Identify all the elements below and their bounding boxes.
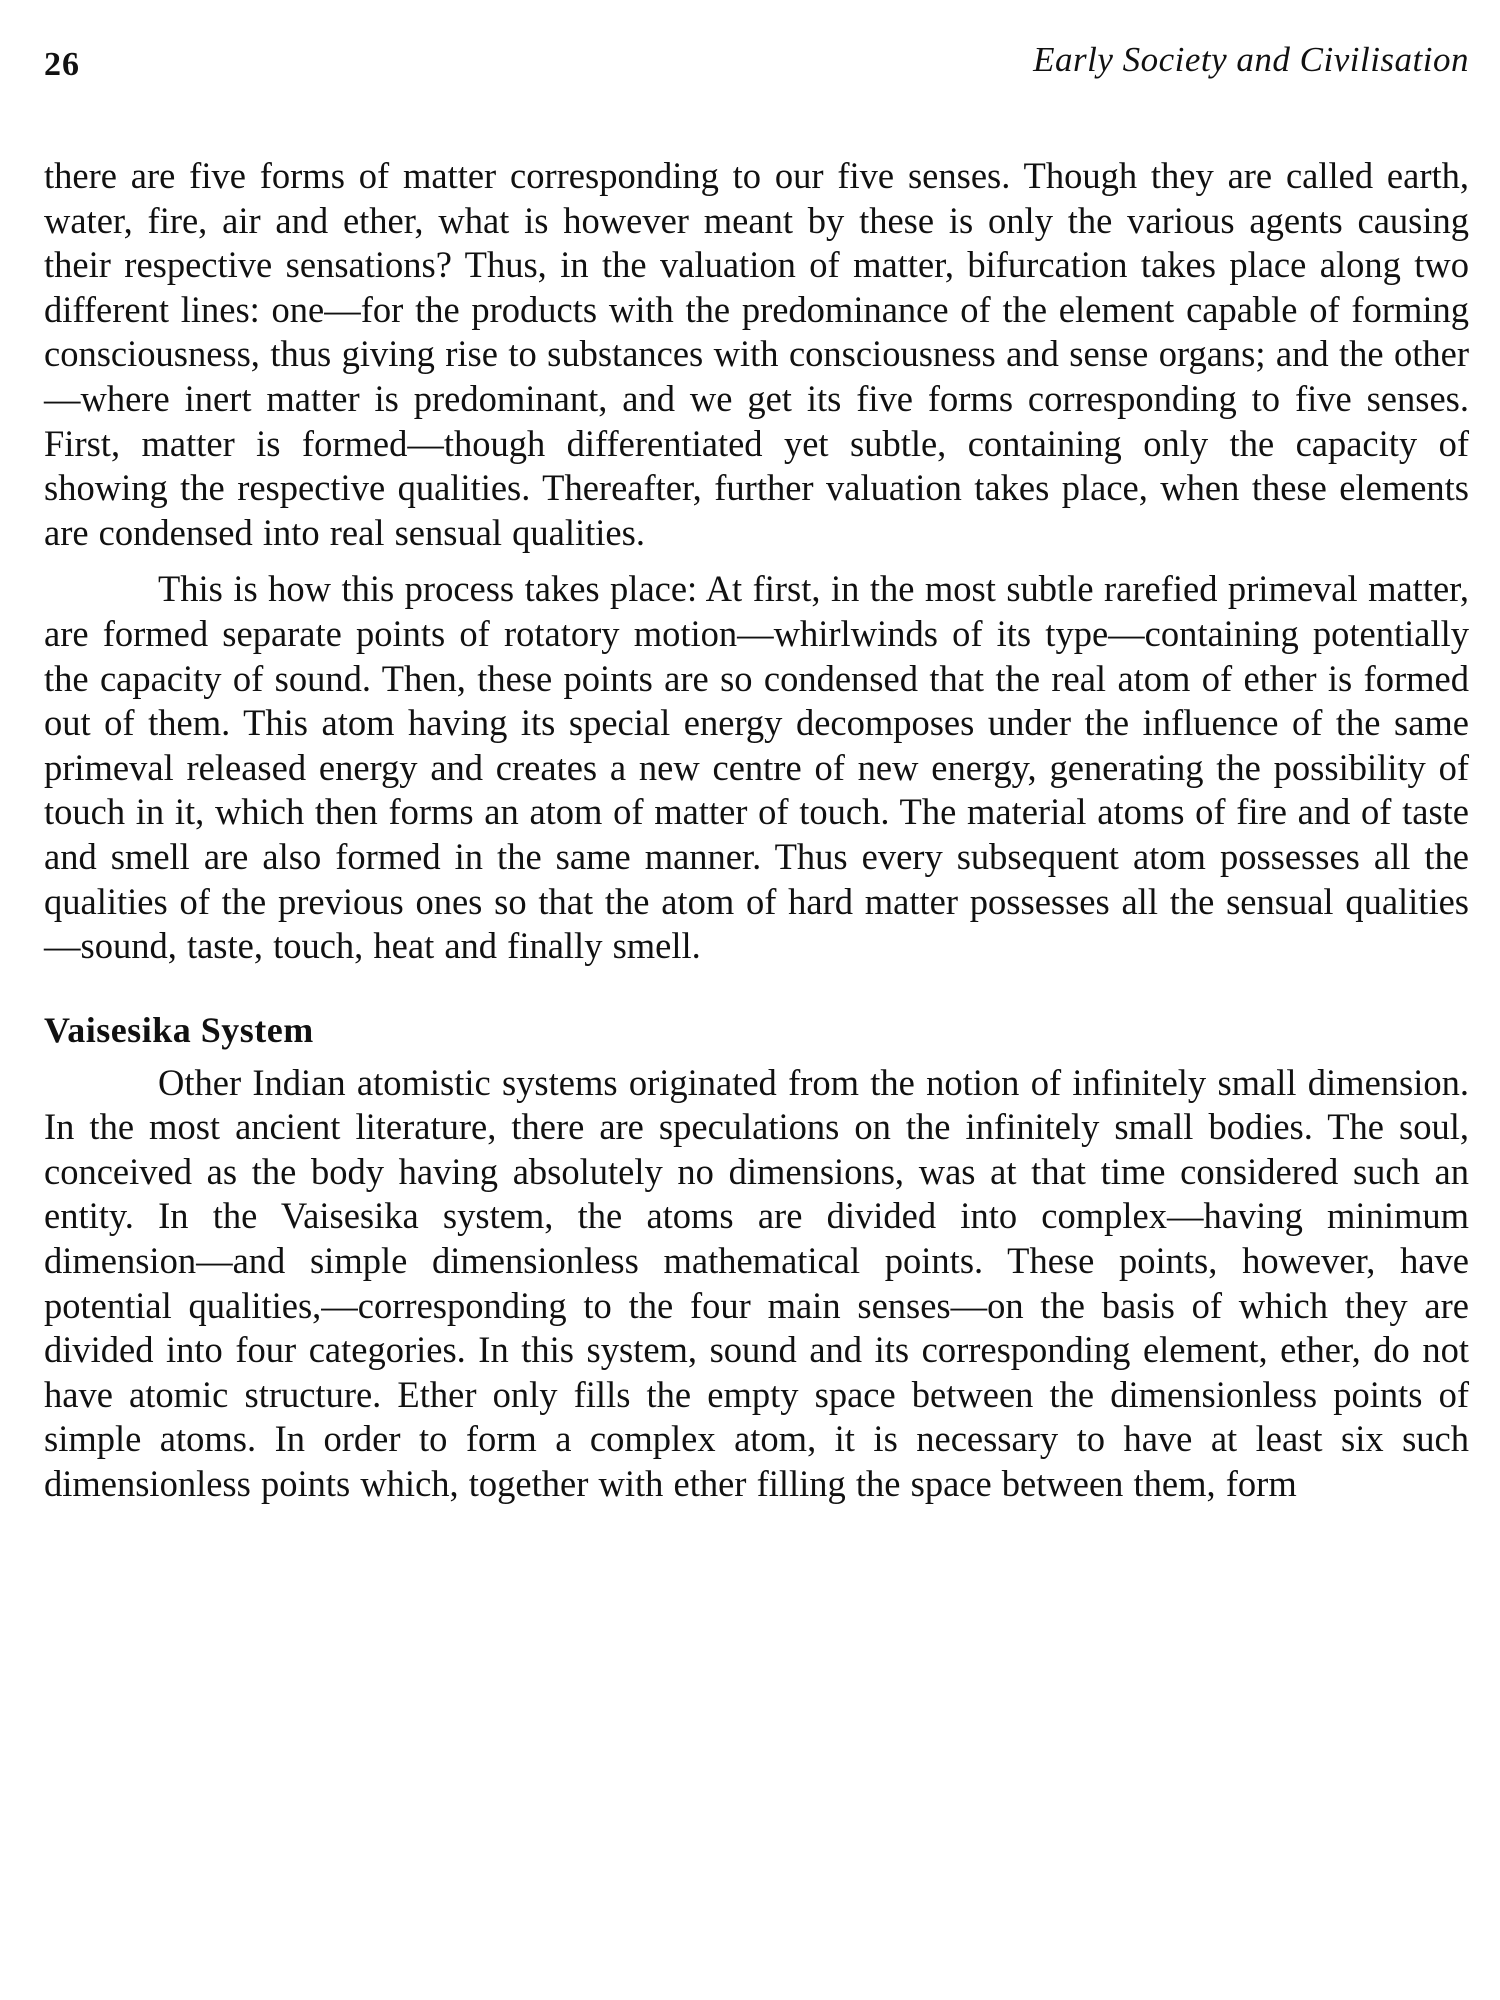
- book-title: Early Society and Civilisation: [1033, 40, 1469, 79]
- section-heading: Vaisesika System: [44, 1009, 314, 1050]
- running-header: [44, 36, 1469, 96]
- paragraph-2: This is how this process takes place: At first, in the most subtle rarefied primeval matter, are formed separate points of rotatory motion—whirlwinds of its type—containing potentially the capacity of sound. Then, these points are so condensed that the real atom of ether is formed out of them. This atom having its special energy decomposes under the influence of the same primeval released energy and creates a new centre of new energy, generating the possibility of touch in it, which then forms an atom of matter of touch. The material atoms of fire and of taste and smell are also formed in the same manner. Thus every subsequent atom possesses all the qualities of the previous ones so that the atom of hard matter possesses all the sensual qualities—sound, taste, touch, heat and finally smell.: [44, 568, 1469, 967]
- paragraph-1: there are five forms of matter corresponding to our five senses. Though they are called earth, water, fire, air and ether, what is however meant by these is only the various agents causing their respective sensations? Thus, in the valuation of matter, bifurcation takes place along two different lines: one—for the products with the predominance of the element capable of forming consciousness, thus giving rise to substances with consciousness and sense organs; and the other—where inert matter is predominant, and we get its five forms corresponding to five senses. First, matter is formed—though differentiated yet subtle, containing only the capacity of showing the respective qualities. Thereafter, further valuation takes place, when these elements are condensed into real sensual qualities.: [44, 155, 1469, 553]
- book-page: [44, 36, 1469, 1976]
- paragraph-3: Other Indian atomistic systems originated from the notion of infinitely small dimension. In the most ancient literature, there are speculations on the infinitely small bodies. The soul, conceived as the body having absolutely no dimensions, was at that time considered such an entity. In the Vaisesika system, the atoms are divided into complex—having minimum dimension—and simple dimensionless mathematical points. These points, however, have potential qualities,—corresponding to the four main senses—on the basis of which they are divided into four categories. In this system, sound and its corresponding element, ether, do not have atomic structure. Ether only fills the empty space between the dimensionless points of simple atoms. In order to form a complex atom, it is necessary to have at least six such dimensionless points which, together with ether filling the space between them, form: [44, 1061, 1469, 1505]
- page-number: 26: [44, 46, 80, 83]
